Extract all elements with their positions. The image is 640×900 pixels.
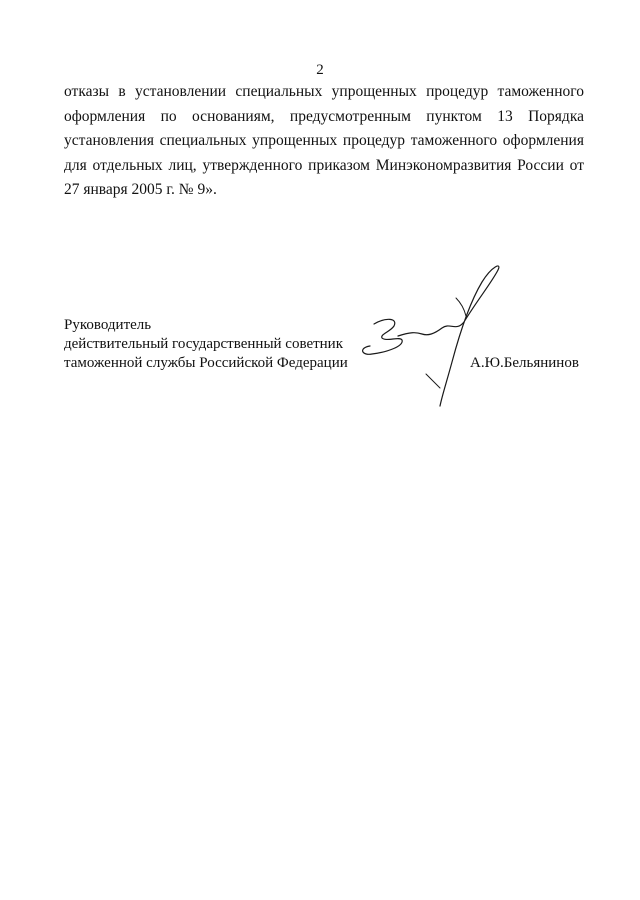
position-line: таможенной службы Российской Федерации <box>64 355 348 371</box>
signatory-position <box>64 316 348 373</box>
body-line: 27 января 2005 г. № 9». <box>64 181 217 198</box>
body-line: установления специальных упрощенных процедур таможенного оформления <box>64 132 584 149</box>
page-number: 2 <box>316 62 324 78</box>
body-paragraph <box>64 80 584 203</box>
handwritten-signature-icon <box>352 262 512 412</box>
position-line: действительный государственный советник <box>64 336 344 352</box>
body-line: для отдельных лиц, утвержденного приказом Минэкономразвития России от <box>64 156 584 174</box>
body-line: оформления по основаниям, предусмотренным пунктом 13 Порядка <box>64 107 584 125</box>
body-line: отказы в установлении специальных упрощенных процедур таможенного <box>64 83 584 100</box>
position-line: Руководитель <box>64 317 152 333</box>
signatory-name: А.Ю.Бельянинов <box>470 355 579 371</box>
